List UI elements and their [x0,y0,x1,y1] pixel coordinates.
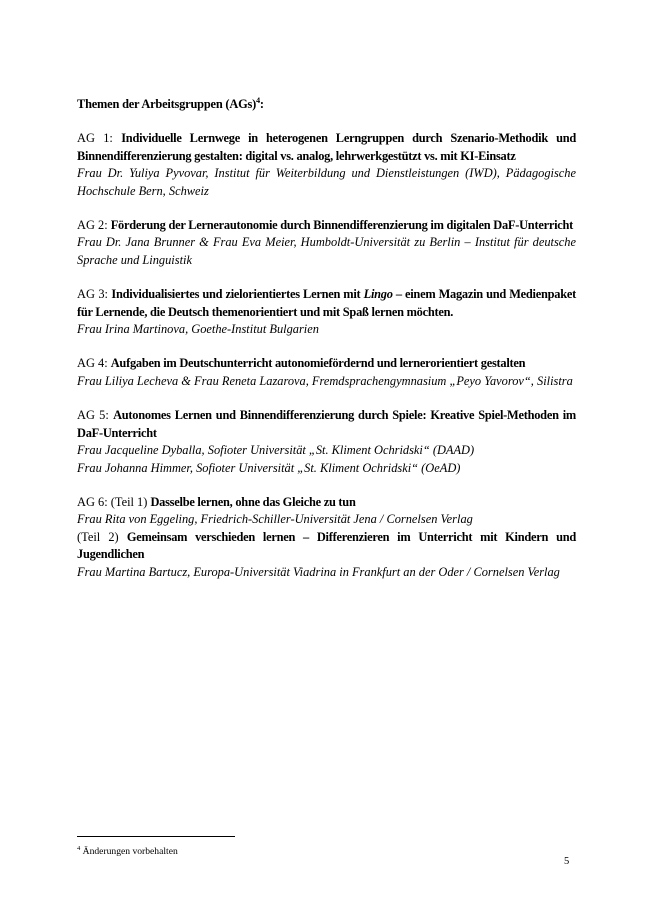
ag-2-title-line [77,217,576,234]
ag-4-speaker: Frau Liliya Lecheva & Frau Reneta Lazarova, Fremdsprachengymnasium „Peyo Yavorov“, Silistra [77,373,573,388]
ag-5-title: Autonomes Lernen und Binnendifferenzierung durch Spiele: Kreative Spiel-Methoden im DaF-Unterricht [77,408,576,440]
ag-4-block [77,355,576,390]
ag-5-speaker-1: Frau Jacqueline Dyballa, Sofioter Universität „St. Kliment Ochridski“ (DAAD) [77,443,475,458]
ag-2-title: Förderung der Lernerautonomie durch Binnendifferenzierung im digitalen DaF-Unterricht [110,218,574,233]
ag-5-speaker-2: Frau Johanna Himmer, Sofioter Universität „St. Kliment Ochridski“ (OeAD) [77,460,461,475]
ag-6-part2-title: Gemeinsam verschieden lernen – Differenzieren im Unterricht mit Kindern und Jugendlichen [77,529,576,562]
ag-4-title: Aufgaben im Deutschunterricht autonomiefördernd und lernerorientiert gestalten [110,356,526,371]
ag-6-block [77,494,576,581]
ag-3-speaker: Frau Irina Martinova, Goethe-Institut Bulgarien [77,322,319,337]
page-heading [77,96,576,113]
ag-5-label: AG 5: [77,408,114,423]
ag-2-label: AG 2: [77,218,111,233]
ag-6-part2-speaker: Frau Martina Bartucz, Europa-Universität Viadrina in Frankfurt an der Oder / Cornelsen Verlag [77,564,560,579]
ag-6-part1-speaker: Frau Rita von Eggeling, Friedrich-Schiller-Universität Jena / Cornelsen Verlag [77,512,473,527]
footnote [77,843,178,857]
ag-1-label: AG 1: [77,131,122,146]
heading-footnote-marker: 4 [256,95,260,105]
ag-3-title-part2: – einem Magazin und Medienpaket für Lernende, die Deutsch themenorientiert und mit Spaß lernen möchten. [77,287,576,319]
ag-6-part2-line [77,529,576,564]
page-number: 5 [564,856,570,867]
ag-1-title-line [77,130,576,165]
ag-3-label: AG 3: [77,287,112,302]
ag-3-title-lingo: Lingo [363,287,393,302]
ag-6-part1-line [77,494,576,511]
ag-5-title-line [77,407,576,442]
ag-6-part1-label: (Teil 1) [110,494,151,509]
ag-1-title: Individuelle Lernwege in heterogenen Lerngruppen durch Szenario-Methodik und Binnendifferenzierung gestalten: digital vs. analog, lehrwerkgestützt vs. mit KI-Einsatz [77,131,576,163]
ag-1-speaker: Frau Dr. Yuliya Pyvovar, Institut für Weiterbildung und Dienstleistungen (IWD), Pädagogische Hochschule Bern, Schweiz [77,166,576,198]
footnote-text: Änderungen vorbehalten [80,846,178,858]
ag-1-block [77,130,576,200]
ag-4-title-line [77,355,576,372]
ag-6-part2-label: (Teil 2) [77,529,127,544]
page-content [77,96,576,598]
ag-3-title [77,287,576,318]
ag-3-title-part1: Individualisiertes und zielorientiertes Lernen mit [111,287,364,302]
ag-5-block [77,407,576,477]
ag-3-block [77,286,576,338]
ag-6-part1-title: Dasselbe lernen, ohne das Gleiche zu tun [150,494,356,509]
ag-6-label: AG 6: [77,494,111,509]
heading-colon: : [259,97,264,111]
ag-2-block [77,217,576,269]
footnote-marker: 4 [77,845,81,852]
ag-4-label: AG 4: [77,356,111,371]
ag-3-title-line [77,286,576,321]
footnote-divider [77,836,235,837]
ag-2-speaker: Frau Dr. Jana Brunner & Frau Eva Meier, Humboldt-Universität zu Berlin – Institut für deutsche Sprache und Linguistik [77,235,576,267]
heading-text: Themen der Arbeitsgruppen (AGs) [77,97,257,111]
